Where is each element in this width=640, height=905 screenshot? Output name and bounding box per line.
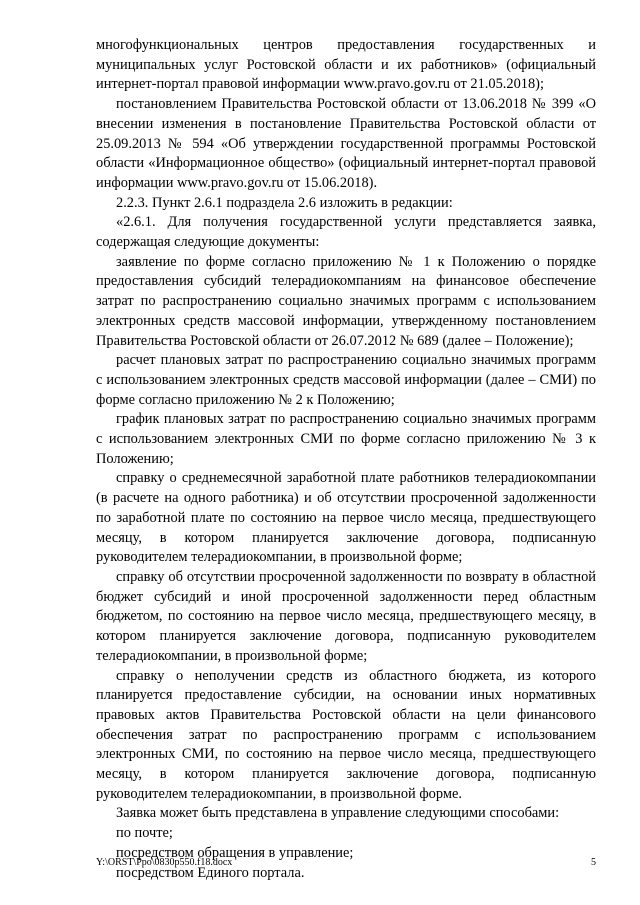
paragraph: график плановых затрат по распространению социально значимых программ с использованием электронных СМИ по форме согласно приложению № 3 к Положению; xyxy=(96,411,596,467)
list-item: по почте; xyxy=(116,825,173,842)
list-item: посредством обращения в управление; xyxy=(116,844,354,861)
paragraph: заявление по форме согласно приложению № 1 к Положению о порядке предоставления субсидий телерадиокомпаниям на финансовое обеспечение затрат по распространению социально значимых программ с использованием электронных средств массовой информации, утвержденному постановлением Правительства Ростовской области от 26.07.2012 № 689 (далее – Положение); xyxy=(96,253,596,349)
paragraph: постановлением Правительства Ростовской области от 13.06.2018 № 399 «О внесении изменения в постановление Правительства Ростовской области от 25.09.2013 № 594 «Об утверждении государственной программы Ростовской области «Информационное общество» (официальный интернет-портал правовой информации www.pravo.gov.ru от 15.06.2018). xyxy=(96,96,596,191)
paragraph: справку об отсутствии просроченной задолженности по возврату в областной бюджет субсидий и иной просроченной задолженности перед областным бюджетом, по состоянию на первое число месяца, предшествующего месяцу, в котором планируется заключение договора, подписанную руководителем телерадиокомпании, в произвольной форме; xyxy=(96,568,596,664)
page-number: 5 xyxy=(591,857,596,868)
page-footer xyxy=(96,857,596,868)
body-text xyxy=(96,36,596,883)
paragraph: Заявка может быть представлена в управление следующими способами: xyxy=(116,805,560,822)
file-path: Y:\ORST\Ppo\0830p550.f18.docx xyxy=(96,857,233,868)
list-item: посредством Единого портала. xyxy=(116,864,305,881)
paragraph: многофункциональных центров предоставления государственных и муниципальных услуг Ростовской области и их работников» (официальный интернет-портал правовой информации www.pravo.gov.ru от 21.05.2018); xyxy=(96,37,596,93)
paragraph: «2.6.1. Для получения государственной услуги представляется заявка, содержащая следующие документы: xyxy=(96,214,596,251)
paragraph: справку о неполучении средств из областного бюджета, из которого планируется предоставление субсидии, на основании иных нормативных правовых актов Правительства Ростовской области на цели финансового обеспечения затрат по распространению программ с использованием электронных СМИ, по состоянию на первое число месяца, предшествующего месяцу, в котором планируется заключение договора, подписанную руководителем телерадиокомпании, в произвольной форме. xyxy=(96,667,596,802)
paragraph: 2.2.3. Пункт 2.6.1 подраздела 2.6 изложить в редакции: xyxy=(116,194,453,211)
paragraph: расчет плановых затрат по распространению социально значимых программ с использованием электронных средств массовой информации (далее – СМИ) по форме согласно приложению № 2 к Положению; xyxy=(96,352,596,408)
paragraph: справку о среднемесячной заработной плате работников телерадиокомпании (в расчете на одного работника) и об отсутствии просроченной задолженности по заработной плате по состоянию на первое число месяца, предшествующего месяцу, в котором планируется заключение договора, подписанную руководителем телерадиокомпании, в произвольной форме; xyxy=(96,470,596,566)
